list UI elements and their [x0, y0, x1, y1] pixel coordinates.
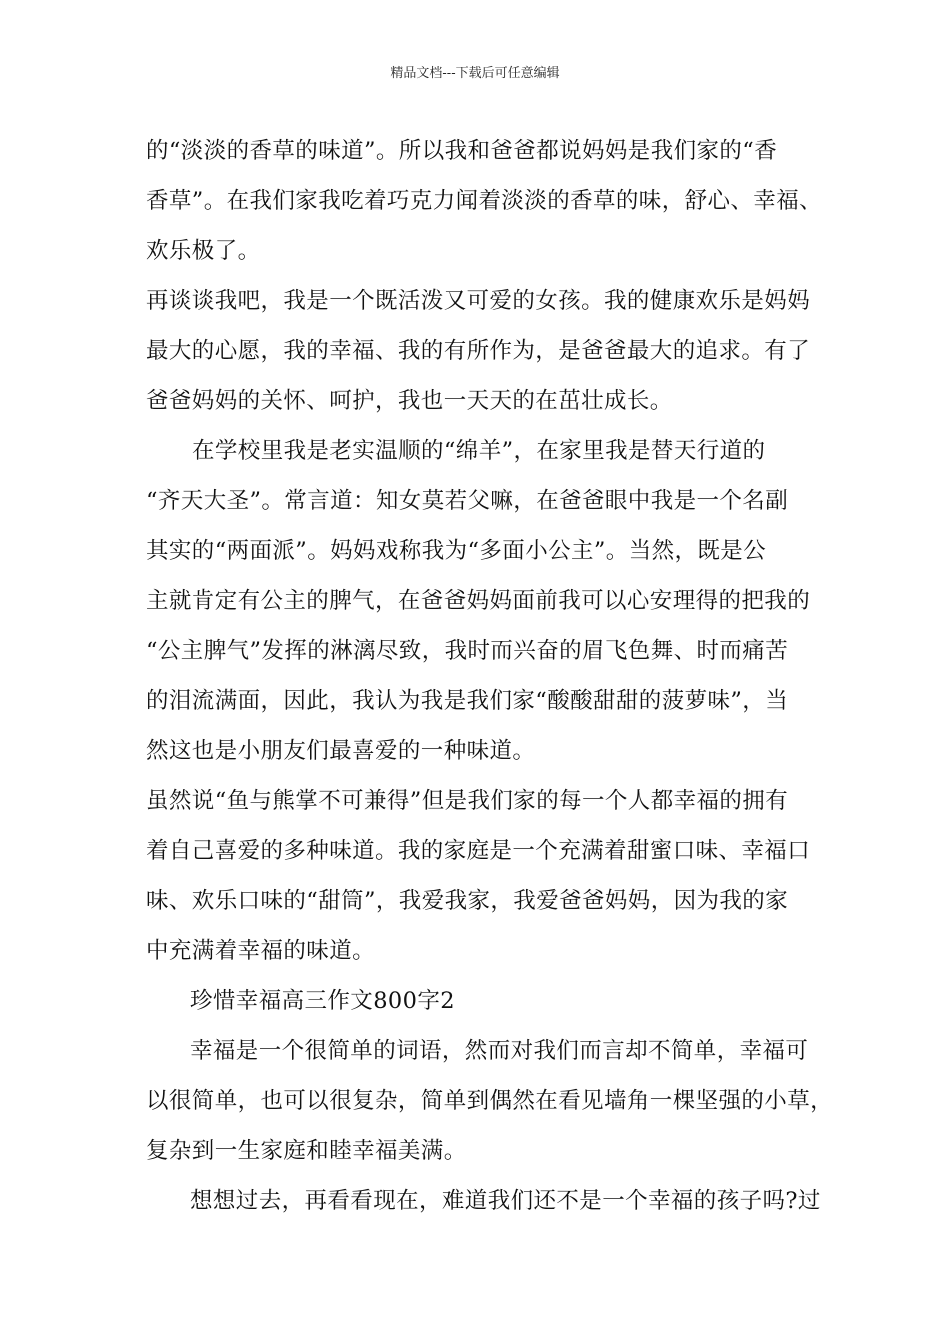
text-line: 再谈谈我吧，我是一个既活泼又可爱的女孩。我的健康欢乐是妈妈: [146, 288, 811, 314]
text-line: 中充满着幸福的味道。: [146, 938, 376, 964]
text-line: 其实的“两面派”。妈妈戏称我为“多面小公主”。当然，既是公: [146, 538, 767, 564]
page-header: 精品文档---下载后可任意编辑: [390, 66, 560, 81]
section-title: 珍惜幸福高三作文800字2: [190, 988, 455, 1014]
text-line: 以很简单，也可以很复杂，简单到偶然在看见墙角一棵坚强的小草，: [146, 1088, 834, 1114]
text-line: “公主脾气”发挥的淋漓尽致，我时而兴奋的眉飞色舞、时而痛苦: [146, 638, 789, 664]
text-line: 最大的心愿，我的幸福、我的有所作为，是爸爸最大的追求。有了: [146, 338, 811, 364]
text-line: 的泪流满面，因此，我认为我是我们家“酸酸甜甜的菠萝味”，当: [146, 688, 789, 714]
text-line: 在学校里我是老实温顺的“绵羊”，在家里我是替天行道的: [192, 438, 766, 464]
text-line: 幸福是一个很简单的词语，然而对我们而言却不简单，幸福可: [190, 1038, 809, 1064]
text-line: 想想过去，再看看现在，难道我们还不是一个幸福的孩子吗?过: [190, 1188, 821, 1214]
text-line: 虽然说“鱼与熊掌不可兼得”但是我们家的每一个人都幸福的拥有: [146, 788, 789, 814]
text-line: 主就肯定有公主的脾气，在爸爸妈妈面前我可以心安理得的把我的: [146, 588, 811, 614]
text-line: 复杂到一生家庭和睦幸福美满。: [146, 1138, 467, 1164]
text-line: 着自己喜爱的多种味道。我的家庭是一个充满着甜蜜口味、幸福口: [146, 838, 811, 864]
text-line: 然这也是小朋友们最喜爱的一种味道。: [146, 738, 536, 764]
text-line: 爸爸妈妈的关怀、呵护，我也一天天的在茁壮成长。: [146, 388, 673, 414]
text-line: 的“淡淡的香草的味道”。所以我和爸爸都说妈妈是我们家的“香: [146, 138, 778, 164]
text-line: 味、欢乐口味的“甜筒”，我爱我家，我爱爸爸妈妈，因为我的家: [146, 888, 789, 914]
text-line: 香草”。在我们家我吃着巧克力闻着淡淡的香草的味，舒心、幸福、: [146, 188, 823, 214]
text-line: “齐天大圣”。常言道：知女莫若父嘛，在爸爸眼中我是一个名副: [146, 488, 789, 514]
text-line: 欢乐极了。: [146, 238, 261, 264]
